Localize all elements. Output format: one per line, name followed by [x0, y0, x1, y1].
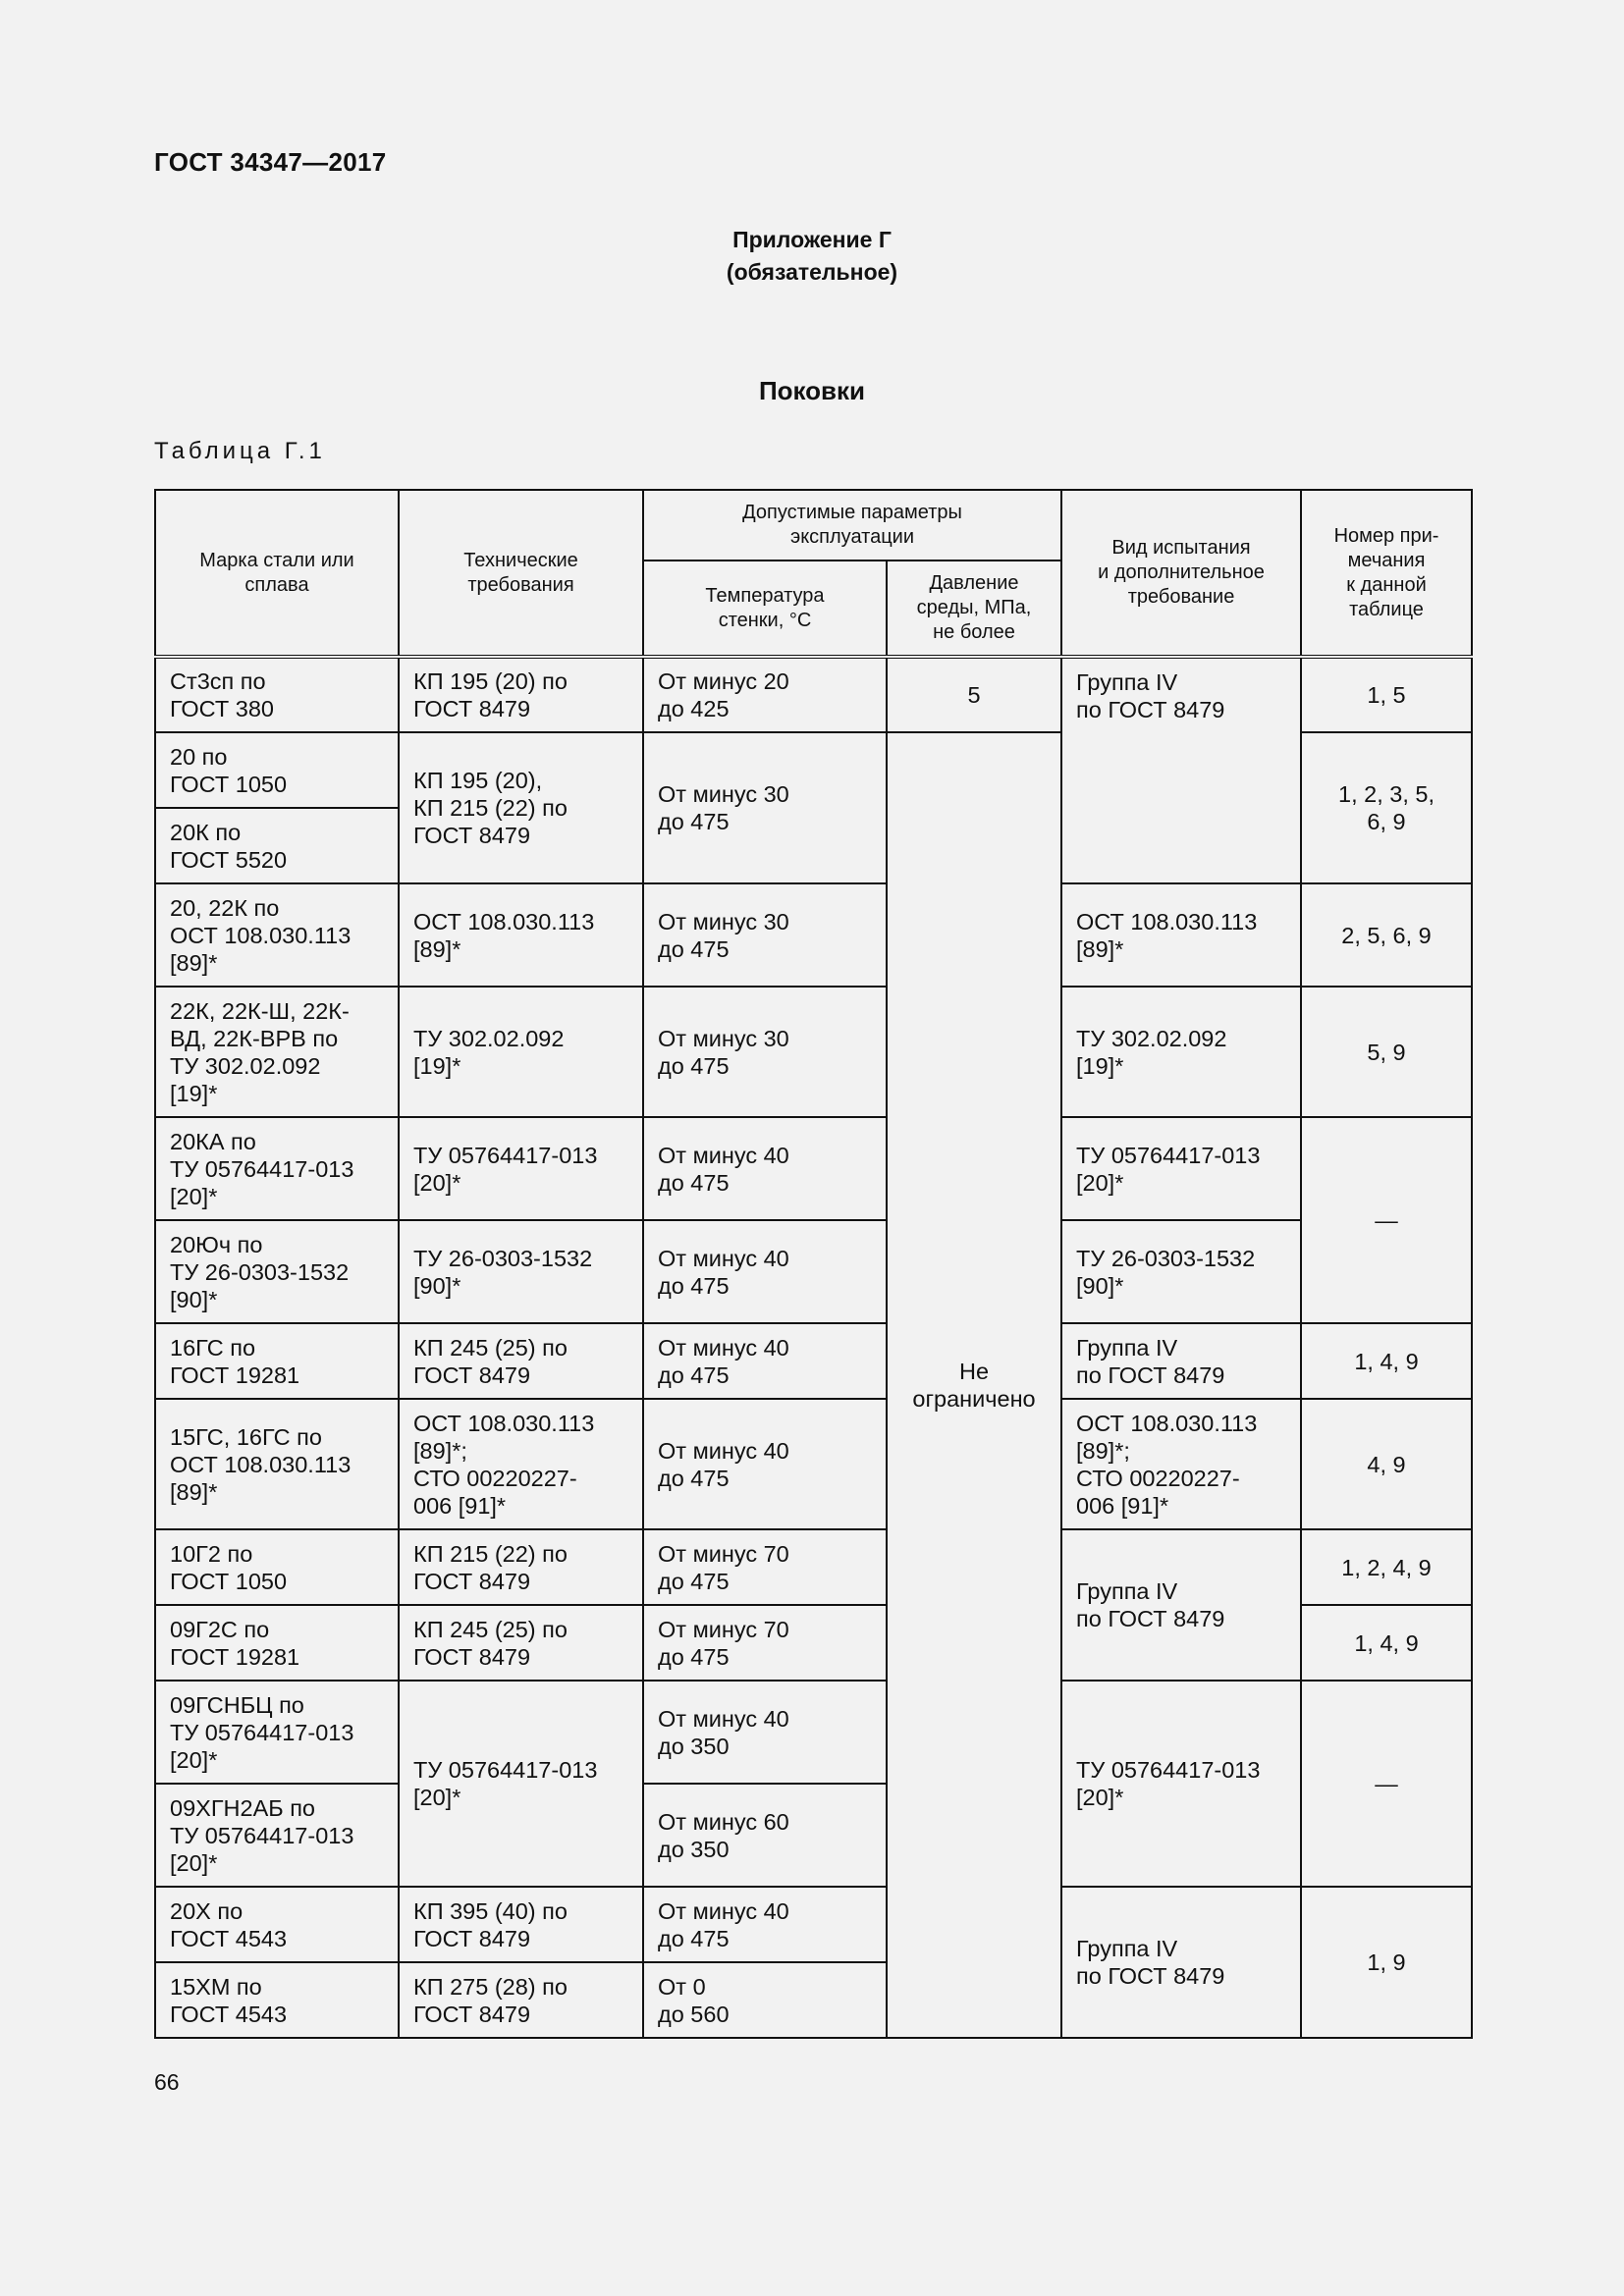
cell-temperature: От минус 70 до 475 — [643, 1605, 887, 1681]
cell-temperature: От минус 40 до 475 — [643, 1399, 887, 1529]
cell-test-type: Группа IV по ГОСТ 8479 — [1061, 1887, 1301, 2038]
cell-pressure: Не ограничено — [887, 732, 1061, 2038]
table-row — [155, 1529, 1472, 1605]
appendix-subtitle: (обязательное) — [726, 259, 898, 285]
cell-tech-requirements: КП 245 (25) по ГОСТ 8479 — [399, 1323, 643, 1399]
cell-tech-requirements: ОСТ 108.030.113 [89]*; СТО 00220227- 006 [91]* — [399, 1399, 643, 1529]
cell-note-number: 1, 2, 4, 9 — [1301, 1529, 1472, 1605]
cell-temperature: От минус 40 до 475 — [643, 1887, 887, 1962]
cell-note-number: 5, 9 — [1301, 987, 1472, 1117]
cell-note-number: 2, 5, 6, 9 — [1301, 883, 1472, 987]
cell-tech-requirements: КП 195 (20) по ГОСТ 8479 — [399, 657, 643, 732]
cell-note-number: — — [1301, 1681, 1472, 1887]
cell-grade: 20, 22К по ОСТ 108.030.113 [89]* — [155, 883, 399, 987]
cell-temperature: От минус 30 до 475 — [643, 732, 887, 883]
cell-grade: 22К, 22К-Ш, 22К- ВД, 22К-ВРВ по ТУ 302.02.092 [19]* — [155, 987, 399, 1117]
cell-grade: 20 по ГОСТ 1050 — [155, 732, 399, 808]
cell-temperature: От минус 40 до 475 — [643, 1323, 887, 1399]
table-row — [155, 657, 1472, 732]
cell-tech-requirements: КП 215 (22) по ГОСТ 8479 — [399, 1529, 643, 1605]
forgings-table — [154, 489, 1473, 2039]
cell-test-type: ТУ 05764417-013 [20]* — [1061, 1117, 1301, 1220]
cell-grade: 15ГС, 16ГС по ОСТ 108.030.113 [89]* — [155, 1399, 399, 1529]
appendix-title: Приложение Г — [732, 227, 892, 252]
header-test-type: Вид испытания и дополнительное требование — [1061, 490, 1301, 657]
cell-test-type: ТУ 05764417-013 [20]* — [1061, 1681, 1301, 1887]
cell-note-number: 1, 5 — [1301, 657, 1472, 732]
cell-tech-requirements: ТУ 05764417-013 [20]* — [399, 1681, 643, 1887]
table-row — [155, 1681, 1472, 1784]
table-row — [155, 1399, 1472, 1529]
appendix-heading — [0, 224, 1624, 289]
cell-note-number: 1, 4, 9 — [1301, 1605, 1472, 1681]
table-row — [155, 1117, 1472, 1220]
cell-grade: 09Г2С по ГОСТ 19281 — [155, 1605, 399, 1681]
header-note-number: Номер при- мечания к данной таблице — [1301, 490, 1472, 657]
table-row — [155, 987, 1472, 1117]
cell-test-type: ОСТ 108.030.113 [89]* — [1061, 883, 1301, 987]
header-temperature: Температура стенки, °С — [643, 561, 887, 657]
cell-test-type: ТУ 302.02.092 [19]* — [1061, 987, 1301, 1117]
cell-test-type: Группа IV по ГОСТ 8479 — [1061, 1323, 1301, 1399]
table-row — [155, 1887, 1472, 1962]
cell-test-type: ТУ 26-0303-1532 [90]* — [1061, 1220, 1301, 1323]
header-operating-params: Допустимые параметры эксплуатации — [643, 490, 1061, 561]
cell-temperature: От минус 30 до 475 — [643, 987, 887, 1117]
cell-grade: 20Юч по ТУ 26-0303-1532 [90]* — [155, 1220, 399, 1323]
header-grade: Марка стали или сплава — [155, 490, 399, 657]
cell-temperature: От минус 40 до 475 — [643, 1220, 887, 1323]
cell-grade: 15ХМ по ГОСТ 4543 — [155, 1962, 399, 2038]
cell-grade: 20КА по ТУ 05764417-013 [20]* — [155, 1117, 399, 1220]
cell-grade: 20К по ГОСТ 5520 — [155, 808, 399, 883]
document-id: ГОСТ 34347—2017 — [154, 147, 387, 177]
table-caption: Таблица Г.1 — [154, 438, 326, 464]
cell-tech-requirements: ОСТ 108.030.113 [89]* — [399, 883, 643, 987]
header-pressure: Давление среды, МПа, не более — [887, 561, 1061, 657]
table-row — [155, 1220, 1472, 1323]
cell-test-type: Группа IV по ГОСТ 8479 — [1061, 657, 1301, 883]
cell-temperature: От 0 до 560 — [643, 1962, 887, 2038]
cell-grade: 20Х по ГОСТ 4543 — [155, 1887, 399, 1962]
cell-temperature: От минус 30 до 475 — [643, 883, 887, 987]
cell-test-type: ОСТ 108.030.113 [89]*; СТО 00220227- 006 [91]* — [1061, 1399, 1301, 1529]
cell-temperature: От минус 40 до 475 — [643, 1117, 887, 1220]
cell-note-number: 4, 9 — [1301, 1399, 1472, 1529]
cell-temperature: От минус 60 до 350 — [643, 1784, 887, 1887]
cell-tech-requirements: КП 245 (25) по ГОСТ 8479 — [399, 1605, 643, 1681]
cell-grade: 10Г2 по ГОСТ 1050 — [155, 1529, 399, 1605]
cell-tech-requirements: КП 275 (28) по ГОСТ 8479 — [399, 1962, 643, 2038]
cell-grade: 09ГСНБЦ по ТУ 05764417-013 [20]* — [155, 1681, 399, 1784]
cell-note-number: — — [1301, 1117, 1472, 1323]
cell-temperature: От минус 70 до 475 — [643, 1529, 887, 1605]
cell-tech-requirements: ТУ 05764417-013 [20]* — [399, 1117, 643, 1220]
cell-grade: 16ГС по ГОСТ 19281 — [155, 1323, 399, 1399]
section-title: Поковки — [758, 376, 866, 405]
cell-grade: 09ХГН2АБ по ТУ 05764417-013 [20]* — [155, 1784, 399, 1887]
cell-tech-requirements: ТУ 26-0303-1532 [90]* — [399, 1220, 643, 1323]
cell-note-number: 1, 9 — [1301, 1887, 1472, 2038]
table-row — [155, 883, 1472, 987]
cell-pressure: 5 — [887, 657, 1061, 732]
page-number: 66 — [154, 2069, 180, 2095]
cell-tech-requirements: ТУ 302.02.092 [19]* — [399, 987, 643, 1117]
cell-note-number: 1, 2, 3, 5, 6, 9 — [1301, 732, 1472, 883]
table-row — [155, 1323, 1472, 1399]
header-tech-requirements: Технические требования — [399, 490, 643, 657]
cell-test-type: Группа IV по ГОСТ 8479 — [1061, 1529, 1301, 1681]
cell-temperature: От минус 20 до 425 — [643, 657, 887, 732]
cell-note-number: 1, 4, 9 — [1301, 1323, 1472, 1399]
cell-grade: Ст3сп по ГОСТ 380 — [155, 657, 399, 732]
cell-tech-requirements: КП 195 (20), КП 215 (22) по ГОСТ 8479 — [399, 732, 643, 883]
cell-tech-requirements: КП 395 (40) по ГОСТ 8479 — [399, 1887, 643, 1962]
cell-temperature: От минус 40 до 350 — [643, 1681, 887, 1784]
